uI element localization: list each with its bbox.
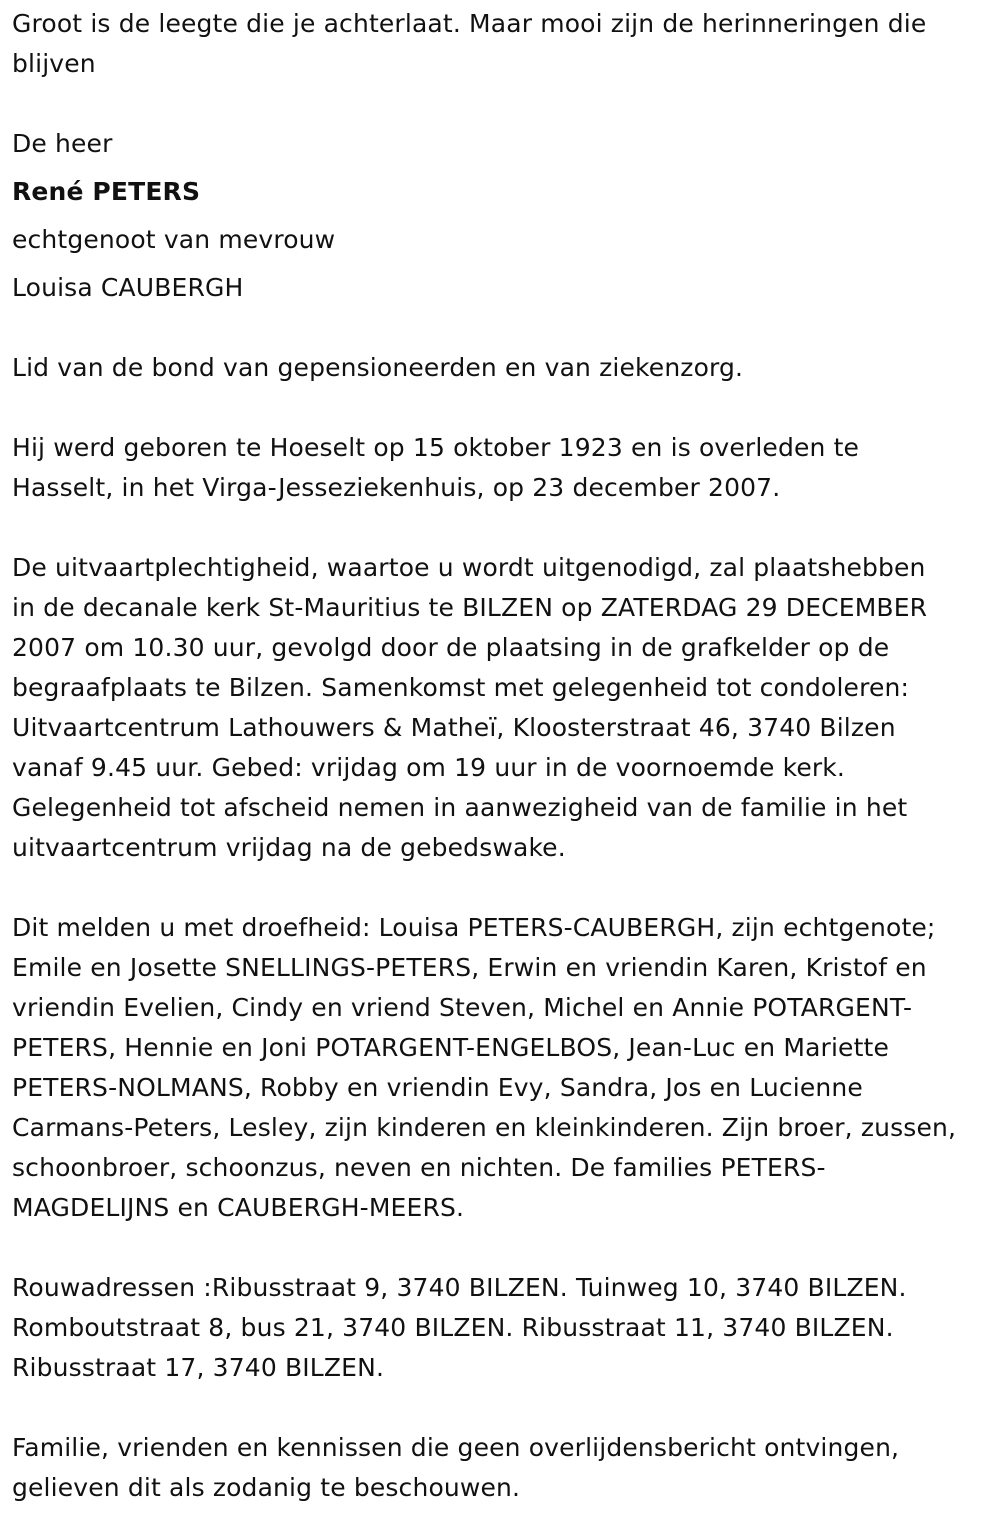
- birth-death-text: Hij werd geboren te Hoeselt op 15 oktober 1923 en is overleden te Hasselt, in het Virga-Jesseziekenhuis, op 23 december 2007.: [12, 433, 860, 502]
- mourning-addresses-text: Rouwadressen :Ribusstraat 9, 3740 BILZEN. Tuinweg 10, 3740 BILZEN. Romboutstraat 8, bus 21, 3740 BILZEN. Ribusstraat 11, 3740 BILZEN. Ribusstraat 17, 3740 BILZEN.: [12, 1273, 907, 1382]
- membership-text: Lid van de bond van gepensioneerden en van ziekenzorg.: [12, 353, 744, 382]
- funeral-details-text: De uitvaartplechtigheid, waartoe u wordt uitgenodigd, zal plaatshebben in de decanale kerk St-Mauritius te BILZEN op ZATERDAG 29 DECEMBER 2007 om 10.30 uur, gevolgd door de plaatsing in de grafkelder op de begraafplaats te Bilzen. Samenkomst met gelegenheid tot condoleren: Uitvaartcentrum Lathouwers & Matheï, Kloosterstraat 46, 3740 Bilzen vanaf 9.45 uur. Gebed: vrijdag om 19 uur in de voornoemde kerk. Gelegenheid tot afscheid nemen in aanwezigheid van de familie in het uitvaartcentrum vrijdag na de gebedswake.: [12, 553, 928, 862]
- family-notice-text: Dit melden u met droefheid: Louisa PETERS-CAUBERGH, zijn echtgenote; Emile en Josette SNELLINGS-PETERS, Erwin en vriendin Karen, Kristof en vriendin Evelien, Cindy en vriend Steven, Michel en Annie POTARGENT- PETERS, Hennie en Joni POTARGENT-ENGELBOS, Jean-Luc en Mariette PETERS-NOLMANS, Robby en vriendin Evy, Sandra, Jos en Lucienne Carmans-Peters, Lesley, zijn kinderen en kleinkinderen. Zijn broer, zussen, schoonbroer, schoonzus, neven en nichten. De families PETERS- MAGDELIJNS en CAUBERGH-MEERS.: [12, 913, 957, 1222]
- deceased-name: René PETERS: [12, 177, 201, 206]
- motto-text: Groot is de leegte die je achterlaat. Maar mooi zijn de herinneringen die blijven: [12, 9, 927, 78]
- spouse-name: Louisa CAUBERGH: [12, 273, 244, 302]
- closing-text: Familie, vrienden en kennissen die geen overlijdensbericht ontvingen, gelieven dit als zodanig te beschouwen.: [12, 1433, 900, 1502]
- salutation: De heer: [12, 129, 113, 158]
- spouse-intro: echtgenoot van mevrouw: [12, 225, 336, 254]
